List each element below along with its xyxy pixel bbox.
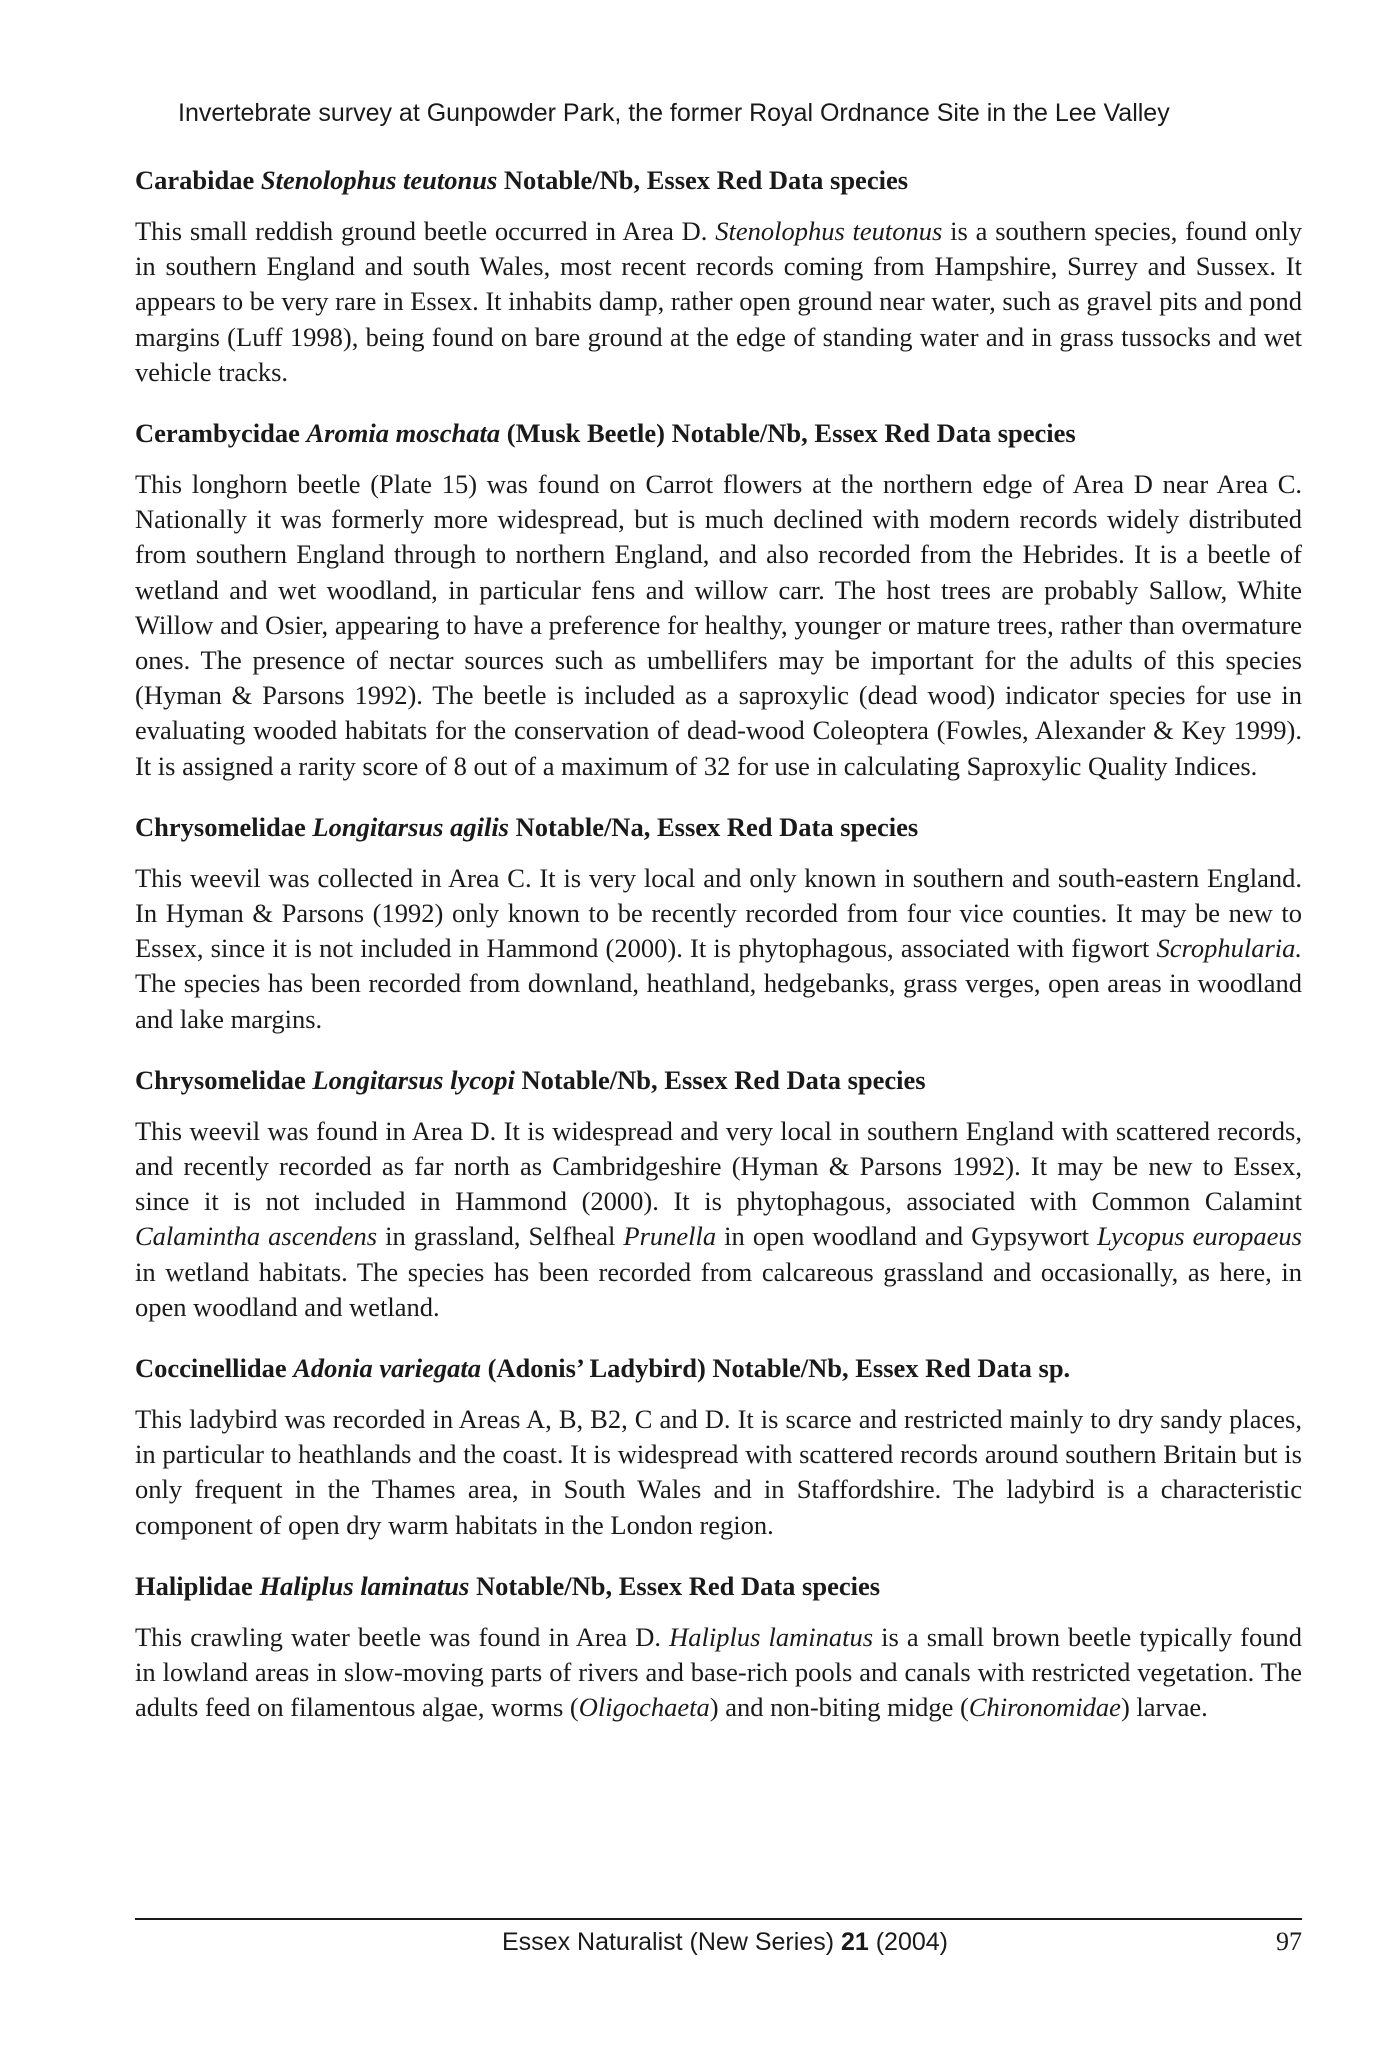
family-name: Haliplidae xyxy=(135,1570,253,1601)
italic-taxon: Prunella xyxy=(623,1221,717,1252)
species-description xyxy=(135,1620,1302,1726)
text-run: This longhorn beetle (Plate 15) was found on Carrot flowers at the northern edge of Area D near Area C. Nationally it was formerly more widespread, but is much declined with modern records widely distributed from southern England through to northern England, and also recorded from the Hebrides. It is a beetle of wetland and wet woodland, in particular fens and willow carr. The host trees are probably Sallow, White Willow and Osier, appearing to have a preference for healthy, younger or mature trees, rather than overmature ones. The presence of nectar sources such as umbellifers may be important for the adults of this species (Hyman & Parsons 1992). The beetle is included as a saproxylic (dead wood) indicator species for use in evaluating wooded habitats for the conservation of dead-wood Coleoptera (Fowles, Alexander & Key 1999). It is assigned a rarity score of 8 out of a maximum of 32 for use in calculating Saproxylic Quality Indices. xyxy=(135,469,1302,781)
publication-year: (2004) xyxy=(875,1928,948,1956)
species-description xyxy=(135,214,1302,390)
species-entry xyxy=(135,417,1302,784)
species-entry xyxy=(135,811,1302,1037)
species-heading xyxy=(135,1352,1302,1384)
species-name: Stenolophus teutonus xyxy=(260,165,498,195)
species-entry xyxy=(135,1064,1302,1325)
italic-taxon: Haliplus laminatus xyxy=(669,1621,874,1652)
species-description xyxy=(135,861,1302,1037)
text-run: This weevil was found in Area D. It is widespread and very local in southern England with scattered records, and recently recorded as far north as Cambridgeshire (Hyman & Parsons 1992). It may be new to Essex, since it is not included in Hammond (2000). It is phytophagous, associated with Common Calamint xyxy=(135,1115,1302,1217)
conservation-status: (Musk Beetle) Notable/Nb, Essex Red Data species xyxy=(506,418,1076,449)
text-run: The species has been recorded from downland, heathland, hedgebanks, grass verges, open areas in woodland and lake margins. xyxy=(135,968,1302,1034)
page-number: 97 xyxy=(1276,1927,1302,1956)
footer-rule xyxy=(135,1918,1302,1920)
family-name: Carabidae xyxy=(135,165,255,195)
species-entry xyxy=(135,1570,1302,1726)
species-description xyxy=(135,1114,1302,1325)
species-heading xyxy=(135,811,1302,843)
family-name: Chrysomelidae xyxy=(135,1064,306,1095)
italic-taxon: Lycopus europaeus xyxy=(1097,1221,1302,1252)
species-name: Haliplus laminatus xyxy=(259,1570,470,1601)
family-name: Chrysomelidae xyxy=(135,811,306,842)
conservation-status: (Adonis’ Ladybird) Notable/Nb, Essex Red Data sp. xyxy=(487,1353,1071,1384)
text-run: ) larvae. xyxy=(1120,1692,1208,1723)
article-body xyxy=(135,164,1302,1753)
volume-number: 21 xyxy=(840,1928,869,1956)
text-run: in grassland, Selfheal xyxy=(377,1221,624,1252)
species-description xyxy=(135,1402,1302,1543)
species-heading xyxy=(135,1064,1302,1096)
text-run: in wetland habitats. The species has been recorded from calcareous grassland and occasionally, as here, in open woodland and wetland. xyxy=(135,1256,1302,1322)
text-run: This ladybird was recorded in Areas A, B, B2, C and D. It is scarce and restricted mainly to dry sandy places, in particular to heathlands and the coast. It is widespread with scattered records around southern Britain but is only frequent in the Thames area, in South Wales and in Staffordshire. The ladybird is a characteristic component of open dry warm habitats in the London region. xyxy=(135,1404,1302,1540)
conservation-status: Notable/Na, Essex Red Data species xyxy=(515,811,919,842)
running-head: Invertebrate survey at Gunpowder Park, the former Royal Ordnance Site in the Lee Valley xyxy=(178,99,1170,127)
journal-name: Essex Naturalist (New Series) xyxy=(501,1928,835,1956)
species-name: Adonia variegata xyxy=(293,1353,481,1384)
family-name: Coccinellidae xyxy=(135,1353,287,1384)
text-run: ) and non-biting midge ( xyxy=(709,1692,969,1723)
journal-citation xyxy=(465,1926,985,1958)
text-run: is a small brown beetle typically found in lowland areas in slow-moving parts of rivers and base-rich pools and canals with restricted vegetation. The adults feed on filamentous algae, worms ( xyxy=(135,1621,1303,1723)
text-run: This weevil was collected in Area C. It is very local and only known in southern and south-eastern England. In Hyman & Parsons (1992) only known to be recently recorded from four vice counties. It may be new to Essex, since it is not included in Hammond (2000). It is phytophagous, associated with figwort xyxy=(135,862,1302,964)
species-name: Longitarsus lycopi xyxy=(312,1064,515,1095)
italic-taxon: Calamintha ascendens xyxy=(135,1221,378,1252)
text-run: This crawling water beetle was found in Area D. xyxy=(135,1621,670,1652)
conservation-status: Notable/Nb, Essex Red Data species xyxy=(503,165,909,195)
text-run: in open woodland and Gypsywort xyxy=(716,1221,1098,1252)
italic-taxon: Scrophularia. xyxy=(1156,933,1302,964)
species-entry xyxy=(135,1352,1302,1543)
text-run: This small reddish ground beetle occurred in Area D. xyxy=(135,216,716,246)
italic-taxon: Chironomidae xyxy=(968,1692,1121,1723)
family-name: Cerambycidae xyxy=(135,418,300,449)
text-run: is a southern species, found only in southern England and south Wales, most recent records coming from Hampshire, Surrey and Sussex. It appears to be very rare in Essex. It inhabits damp, rather open ground near water, such as gravel pits and pond margins (Luff 1998), being found on bare ground at the edge of standing water and in grass tussocks and wet vehicle tracks. xyxy=(135,216,1302,387)
species-description xyxy=(135,467,1302,784)
conservation-status: Notable/Nb, Essex Red Data species xyxy=(521,1064,926,1095)
species-heading xyxy=(135,417,1302,449)
italic-taxon: Stenolophus teutonus xyxy=(715,216,943,246)
species-name: Longitarsus agilis xyxy=(312,811,509,842)
species-heading xyxy=(135,164,1302,196)
italic-taxon: Oligochaeta xyxy=(578,1692,710,1723)
species-name: Aromia moschata xyxy=(306,418,501,449)
species-heading xyxy=(135,1570,1302,1602)
species-entry xyxy=(135,164,1302,390)
conservation-status: Notable/Nb, Essex Red Data species xyxy=(475,1570,881,1601)
